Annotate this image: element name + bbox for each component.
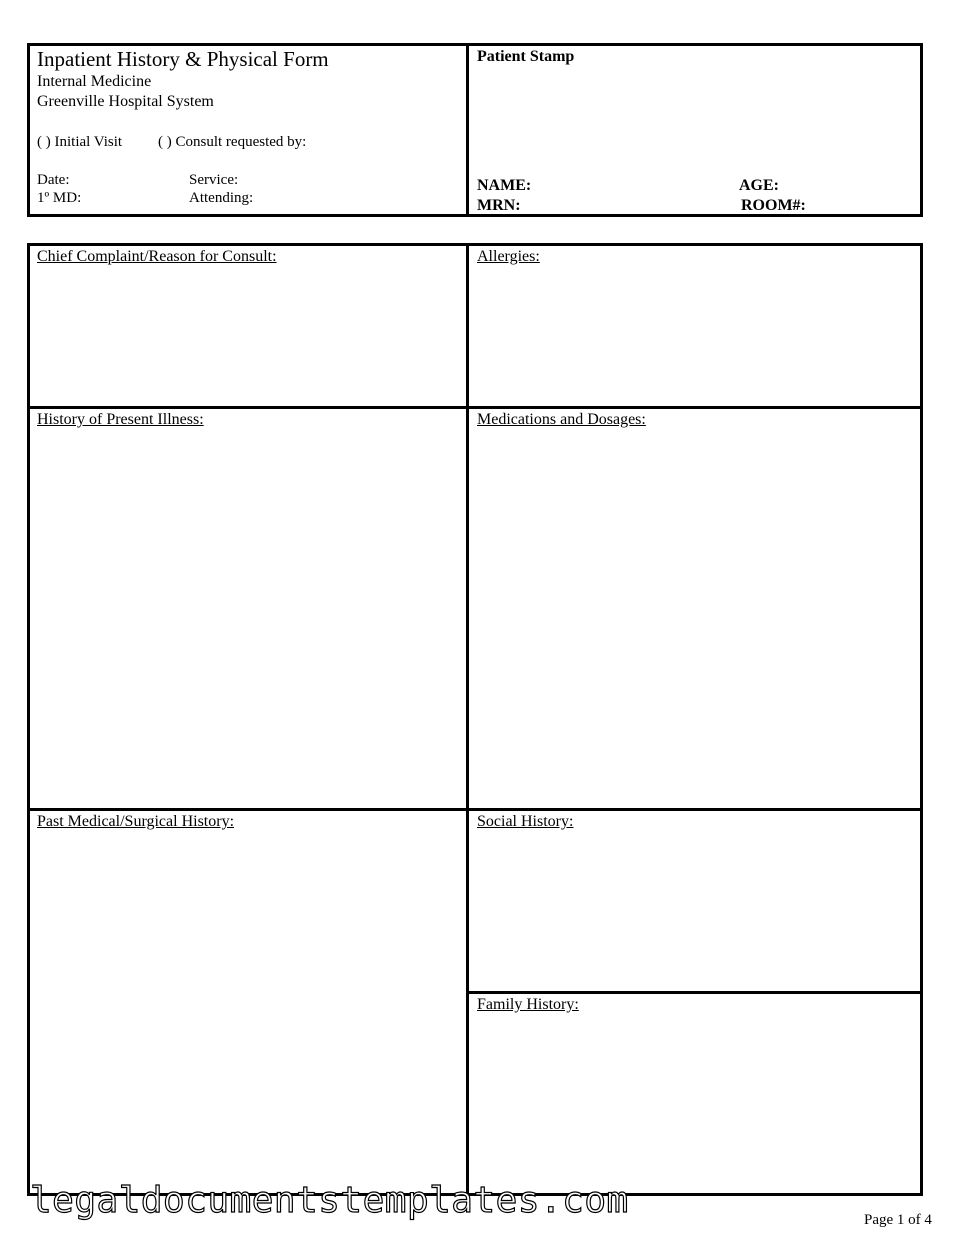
chief-complaint-label: Chief Complaint/Reason for Consult: [37,248,277,265]
date-label: Date: [37,172,70,188]
age-label: AGE: [739,177,779,194]
patient-stamp-title: Patient Stamp [477,48,575,65]
hpi-label: History of Present Illness: [37,411,204,428]
medications-label: Medications and Dosages: [477,411,646,428]
row-divider-2 [27,808,923,811]
row-divider-3 [466,991,923,994]
page-number: Page 1 of 4 [864,1212,932,1228]
main-divider [466,243,469,1196]
social-history-label: Social History: [477,813,574,830]
primary-md-label: 1º MD: [37,190,82,206]
name-label: NAME: [477,177,532,194]
service-label: Service: [189,172,239,188]
consult-requested-checkbox[interactable]: ( ) Consult requested by: [158,134,307,150]
initial-visit-checkbox[interactable]: ( ) Initial Visit [37,134,123,150]
header-divider [466,43,469,217]
watermark: legaldocumentstemplates.com [30,1180,629,1221]
attending-label: Attending: [189,190,254,206]
pmh-label: Past Medical/Surgical History: [37,813,235,830]
main-form-box [27,243,923,1196]
form-title: Inpatient History & Physical Form [37,47,329,71]
department: Internal Medicine [37,73,152,90]
allergies-label: Allergies: [477,248,540,265]
row-divider-1 [27,406,923,409]
room-label: ROOM#: [741,197,806,214]
hospital-name: Greenville Hospital System [37,93,214,110]
family-history-label: Family History: [477,996,579,1013]
mrn-label: MRN: [477,197,521,214]
